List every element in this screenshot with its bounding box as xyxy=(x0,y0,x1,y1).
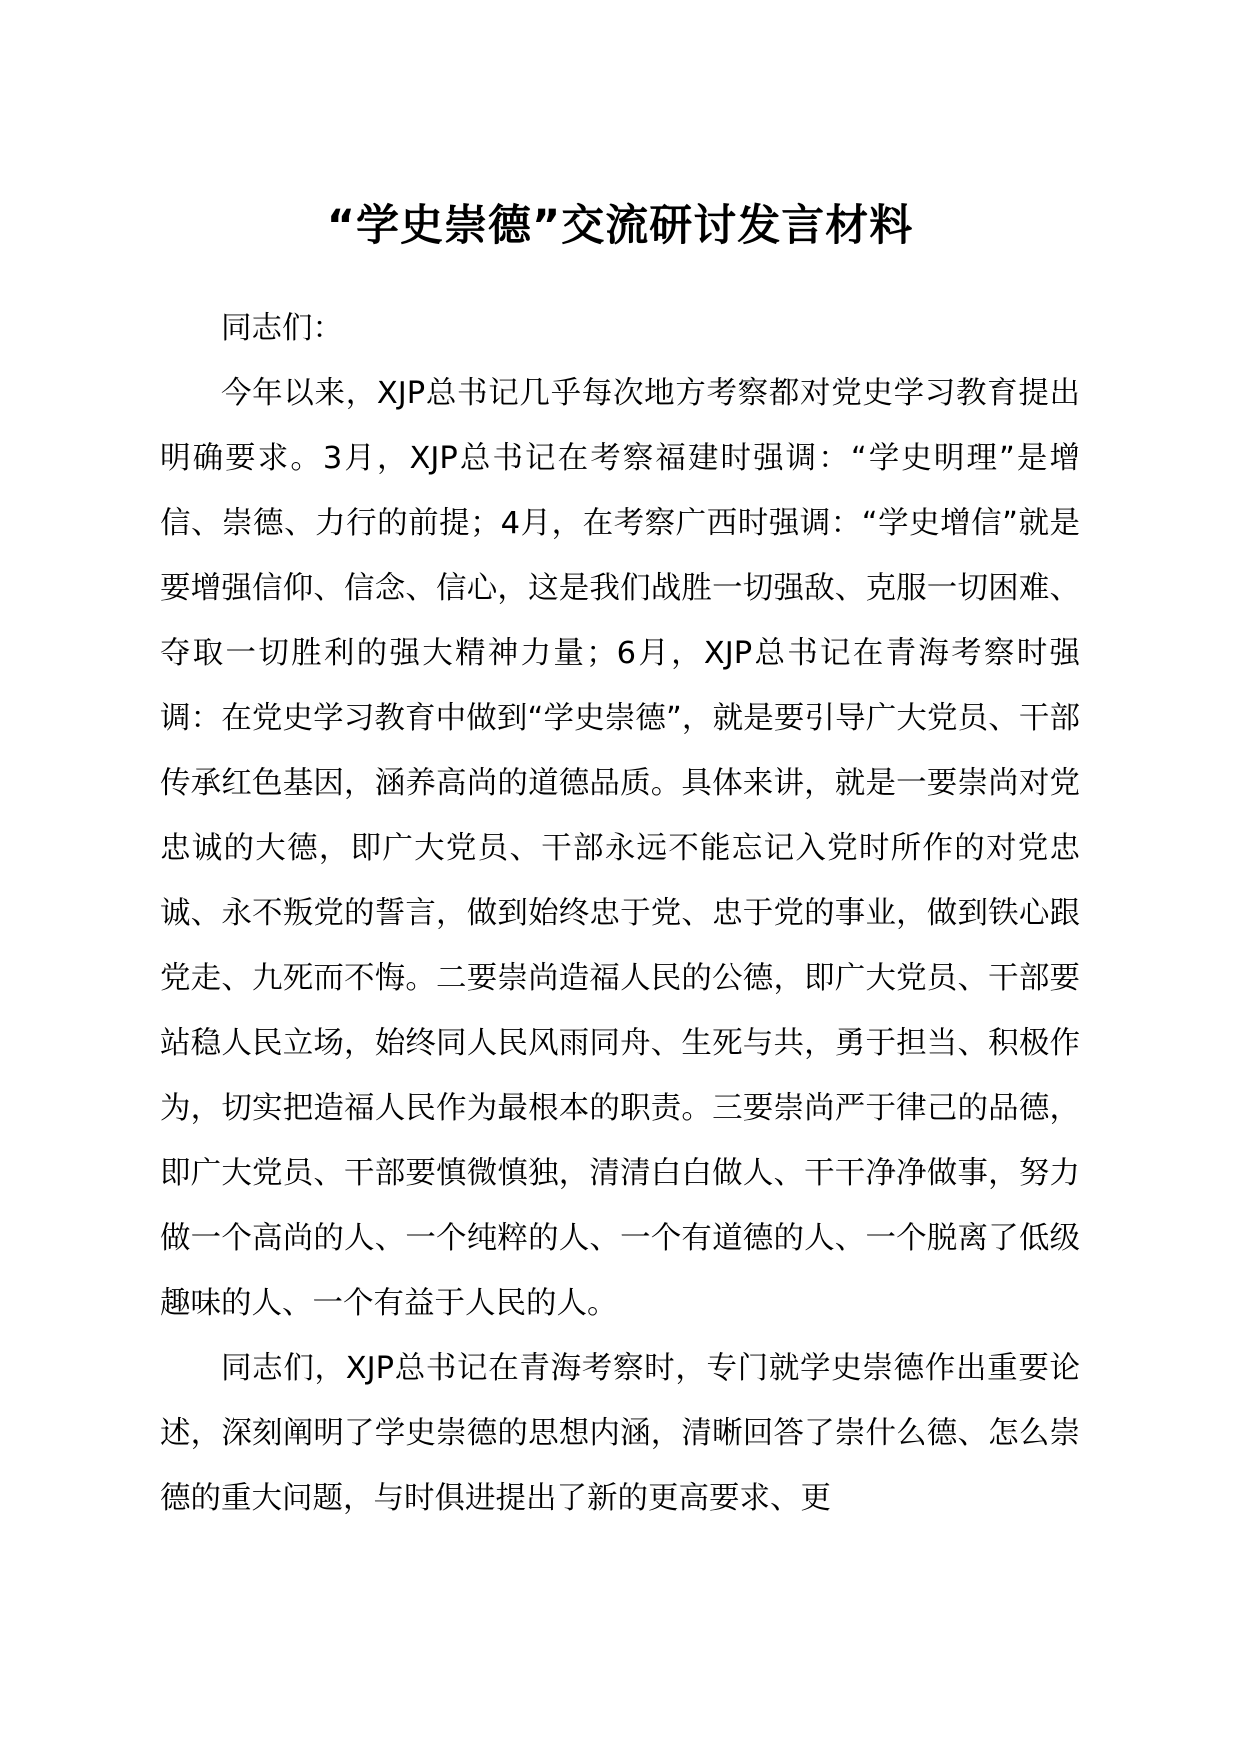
document-body xyxy=(160,296,1080,1531)
document-title: “学史崇德”交流研讨发言材料 xyxy=(326,201,914,251)
paragraph-main: 今年以来，XJP总书记几乎每次地方考察都对党史学习教育提出明确要求。3月，XJP总书记在考察福建时强调：“学史明理”是增信、崇德、力行的前提；4月，在考察广西时强调：“学史增信”就是要增强信仰、信念、信心，这是我们战胜一切强敌、克服一切困难、夺取一切胜利的强大精神力量；6月，XJP总书记在青海考察时强调：在党史学习教育中做到“学史崇德”，就是要引导广大党员、干部传承红色基因，涵养高尚的道德品质。具体来讲，就是一要崇尚对党忠诚的大德，即广大党员、干部永远不能忘记入党时所作的对党忠诚、永不叛党的誓言，做到始终忠于党、忠于党的事业，做到铁心跟党走、九死而不悔。二要崇尚造福人民的公德，即广大党员、干部要站稳人民立场，始终同人民风雨同舟、生死与共，勇于担当、积极作为，切实把造福人民作为最根本的职责。三要崇尚严于律己的品德，即广大党员、干部要慎微慎独，清清白白做人、干干净净做事，努力做一个高尚的人、一个纯粹的人、一个有道德的人、一个脱离了低级趣味的人、一个有益于人民的人。 xyxy=(160,376,1080,1321)
paragraph-continuation: 同志们，XJP总书记在青海考察时，专门就学史崇德作出重要论述，深刻阐明了学史崇德的思想内涵，清晰回答了崇什么德、怎么崇德的重大问题，与时俱进提出了新的更高要求、更 xyxy=(160,1351,1080,1516)
paragraph-greeting: 同志们： xyxy=(221,311,343,346)
